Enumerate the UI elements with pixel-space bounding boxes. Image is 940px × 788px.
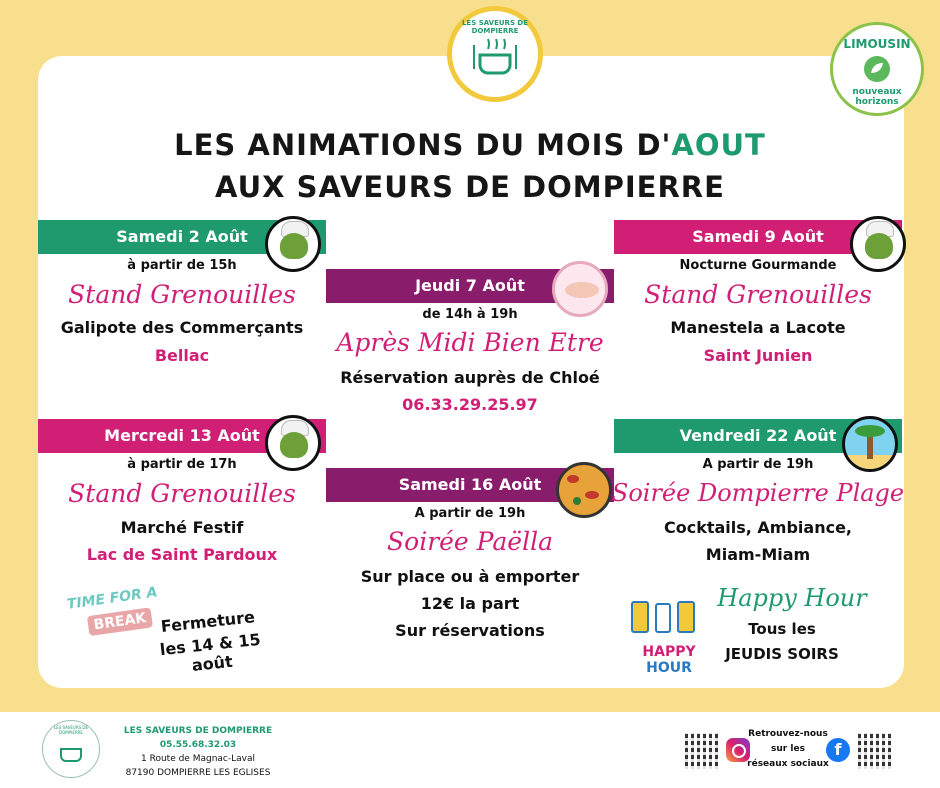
page-title-line2: AUX SAVEURS DE DOMPIERRE	[215, 170, 725, 204]
footer-name: LES SAVEURS DE DOMPIERRE	[123, 726, 273, 736]
event-6-line1: Cocktails, Ambiance,	[663, 518, 853, 537]
partner-logo-line1: LIMOUSIN	[843, 37, 911, 51]
qr-code-icon[interactable]	[858, 733, 894, 769]
event-5-title: Soirée Paëlla	[387, 527, 553, 556]
brand-logo-text: LES SAVEURS DE DOMPIERRE	[461, 19, 529, 35]
happy-hour-title: Happy Hour	[717, 584, 867, 612]
event-6-line2: Miam-Miam	[705, 545, 811, 564]
partner-logo-line2: nouveaux horizons	[852, 87, 902, 107]
event-4-date-band: Mercredi 13 Août	[38, 419, 326, 453]
event-4-place: Lac de Saint Pardoux	[86, 545, 278, 564]
event-1-time: à partir de 15h	[127, 258, 237, 273]
event-2-date-band: Jeudi 7 Août	[326, 269, 614, 303]
title-month: AOUT	[671, 128, 766, 162]
social-line3: réseaux sociaux	[747, 759, 829, 769]
leaf-icon	[863, 55, 891, 83]
event-1-line1: Galipote des Commerçants	[60, 318, 304, 337]
event-2-line1: Réservation auprès de Chloé	[340, 368, 600, 387]
title-prefix: LES ANIMATIONS DU MOIS D'	[174, 128, 672, 162]
footer-logo-text: LES SAVEURS DE DOMPIERRE	[53, 725, 89, 735]
event-1-date-band: Samedi 2 Août	[38, 220, 326, 254]
event-5-line3: Sur réservations	[395, 621, 545, 640]
event-3-place: Saint Junien	[703, 346, 813, 365]
event-5-date-band: Samedi 16 Août	[326, 468, 614, 502]
event-3-time: Nocturne Gourmande	[679, 258, 837, 273]
event-3-date-band: Samedi 9 Août	[614, 220, 902, 254]
footer-logo	[42, 720, 100, 778]
footer-phone: 05.55.68.32.03	[159, 740, 237, 750]
facebook-icon[interactable]: f	[826, 738, 850, 762]
event-4-title: Stand Grenouilles	[68, 479, 296, 508]
qr-code-icon[interactable]	[685, 733, 721, 769]
beer-glasses-icon	[628, 598, 710, 638]
closure-line1: Fermeture	[159, 607, 256, 636]
social-text	[746, 727, 830, 772]
page-title-line1	[0, 128, 940, 162]
event-1-title: Stand Grenouilles	[68, 280, 296, 309]
brand-logo	[447, 6, 543, 102]
event-5-time: A partir de 19h	[414, 506, 526, 521]
sticker-line1: TIME FOR A	[66, 584, 159, 613]
social-line2: sur les	[771, 744, 805, 754]
event-2-title: Après Midi Bien Etre	[336, 328, 604, 357]
footer-address2: 87190 DOMPIERRE LES EGLISES	[125, 768, 271, 778]
event-1-place: Bellac	[154, 346, 210, 365]
closure-line2: les 14 & 15 août	[158, 629, 262, 675]
event-5-line1: Sur place ou à emporter	[360, 567, 580, 586]
footer-address1: 1 Route de Magnac-Laval	[141, 754, 255, 764]
social-line1: Retrouvez-nous	[748, 729, 828, 739]
event-6-date-band: Vendredi 22 Août	[614, 419, 902, 453]
event-6-time: A partir de 19h	[702, 457, 814, 472]
happy-hour-badge	[628, 598, 710, 680]
happy-hour-badge-line2: HOUR	[646, 660, 692, 676]
happy-hour-line2: JEUDIS SOIRS	[725, 645, 839, 663]
event-3-line1: Manestela a Lacote	[670, 318, 846, 337]
event-4-time: à partir de 17h	[127, 457, 237, 472]
partner-logo	[830, 22, 924, 116]
happy-hour-line1: Tous les	[748, 620, 816, 638]
event-6-title: Soirée Dompierre Plage	[611, 479, 905, 507]
event-2-phone: 06.33.29.25.97	[402, 395, 538, 414]
event-5-line2: 12€ la part	[420, 594, 520, 613]
sticker-line2: BREAK	[87, 607, 153, 636]
event-4-line1: Marché Festif	[120, 518, 244, 537]
event-3-title: Stand Grenouilles	[644, 280, 872, 309]
happy-hour-badge-line1: HAPPY	[642, 644, 696, 660]
event-2-time: de 14h à 19h	[422, 307, 518, 322]
footer-contact	[118, 724, 278, 780]
